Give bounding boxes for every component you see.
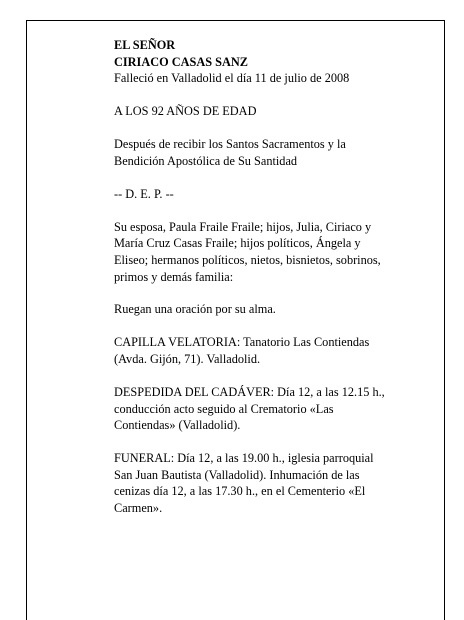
funeral-line-3: cenizas día 12, a las 17.30 h., en el Cementerio «El bbox=[114, 484, 366, 499]
death-date-place: Falleció en Valladolid el día 11 de julio de 2008 bbox=[114, 71, 350, 86]
prayer-paragraph bbox=[114, 301, 424, 318]
rip-text: -- D. E. P. -- bbox=[114, 186, 174, 201]
family-paragraph bbox=[114, 219, 424, 285]
notice-header bbox=[114, 37, 424, 87]
family-line-3: Eliseo; hermanos políticos, nietos, bisnietos, sobrinos, bbox=[114, 252, 381, 267]
obituary-notice bbox=[114, 37, 424, 517]
title-honorific: EL SEÑOR bbox=[114, 38, 176, 52]
sacraments-paragraph bbox=[114, 136, 424, 169]
family-line-4: primos y demás familia: bbox=[114, 269, 234, 284]
sacraments-line-2: Bendición Apostólica de Su Santidad bbox=[114, 153, 298, 168]
chapel-paragraph bbox=[114, 334, 424, 367]
age-text: A LOS 92 AÑOS DE EDAD bbox=[114, 104, 257, 119]
prayer-text: Ruegan una oración por su alma. bbox=[114, 302, 276, 317]
funeral-line-1: FUNERAL: Día 12, a las 19.00 h., iglesia parroquial bbox=[114, 451, 374, 466]
funeral-line-4: Carmen». bbox=[114, 501, 163, 515]
rip-line bbox=[114, 186, 424, 203]
sacraments-line-1: Después de recibir los Santos Sacramentos y la bbox=[114, 137, 346, 152]
farewell-line-2: conducción acto seguido al Crematorio «Las bbox=[114, 401, 334, 416]
farewell-paragraph bbox=[114, 384, 424, 434]
family-line-2: María Cruz Casas Fraile; hijos políticos, Ángela y bbox=[114, 236, 361, 251]
farewell-line-1: DESPEDIDA DEL CADÁVER: Día 12, a las 12.15 h., bbox=[114, 385, 385, 400]
chapel-line-2: (Avda. Gijón, 71). Valladolid. bbox=[114, 352, 261, 367]
age-line bbox=[114, 103, 424, 120]
farewell-line-3: Contiendas» (Valladolid). bbox=[114, 418, 241, 433]
chapel-line-1: CAPILLA VELATORIA: Tanatorio Las Contiendas bbox=[114, 335, 370, 350]
funeral-line-2: San Juan Bautista (Valladolid). Inhumación de las bbox=[114, 467, 360, 482]
funeral-paragraph bbox=[114, 450, 424, 516]
deceased-name: CIRIACO CASAS SANZ bbox=[114, 54, 248, 69]
family-line-1: Su esposa, Paula Fraile Fraile; hijos, Julia, Ciriaco y bbox=[114, 219, 372, 234]
